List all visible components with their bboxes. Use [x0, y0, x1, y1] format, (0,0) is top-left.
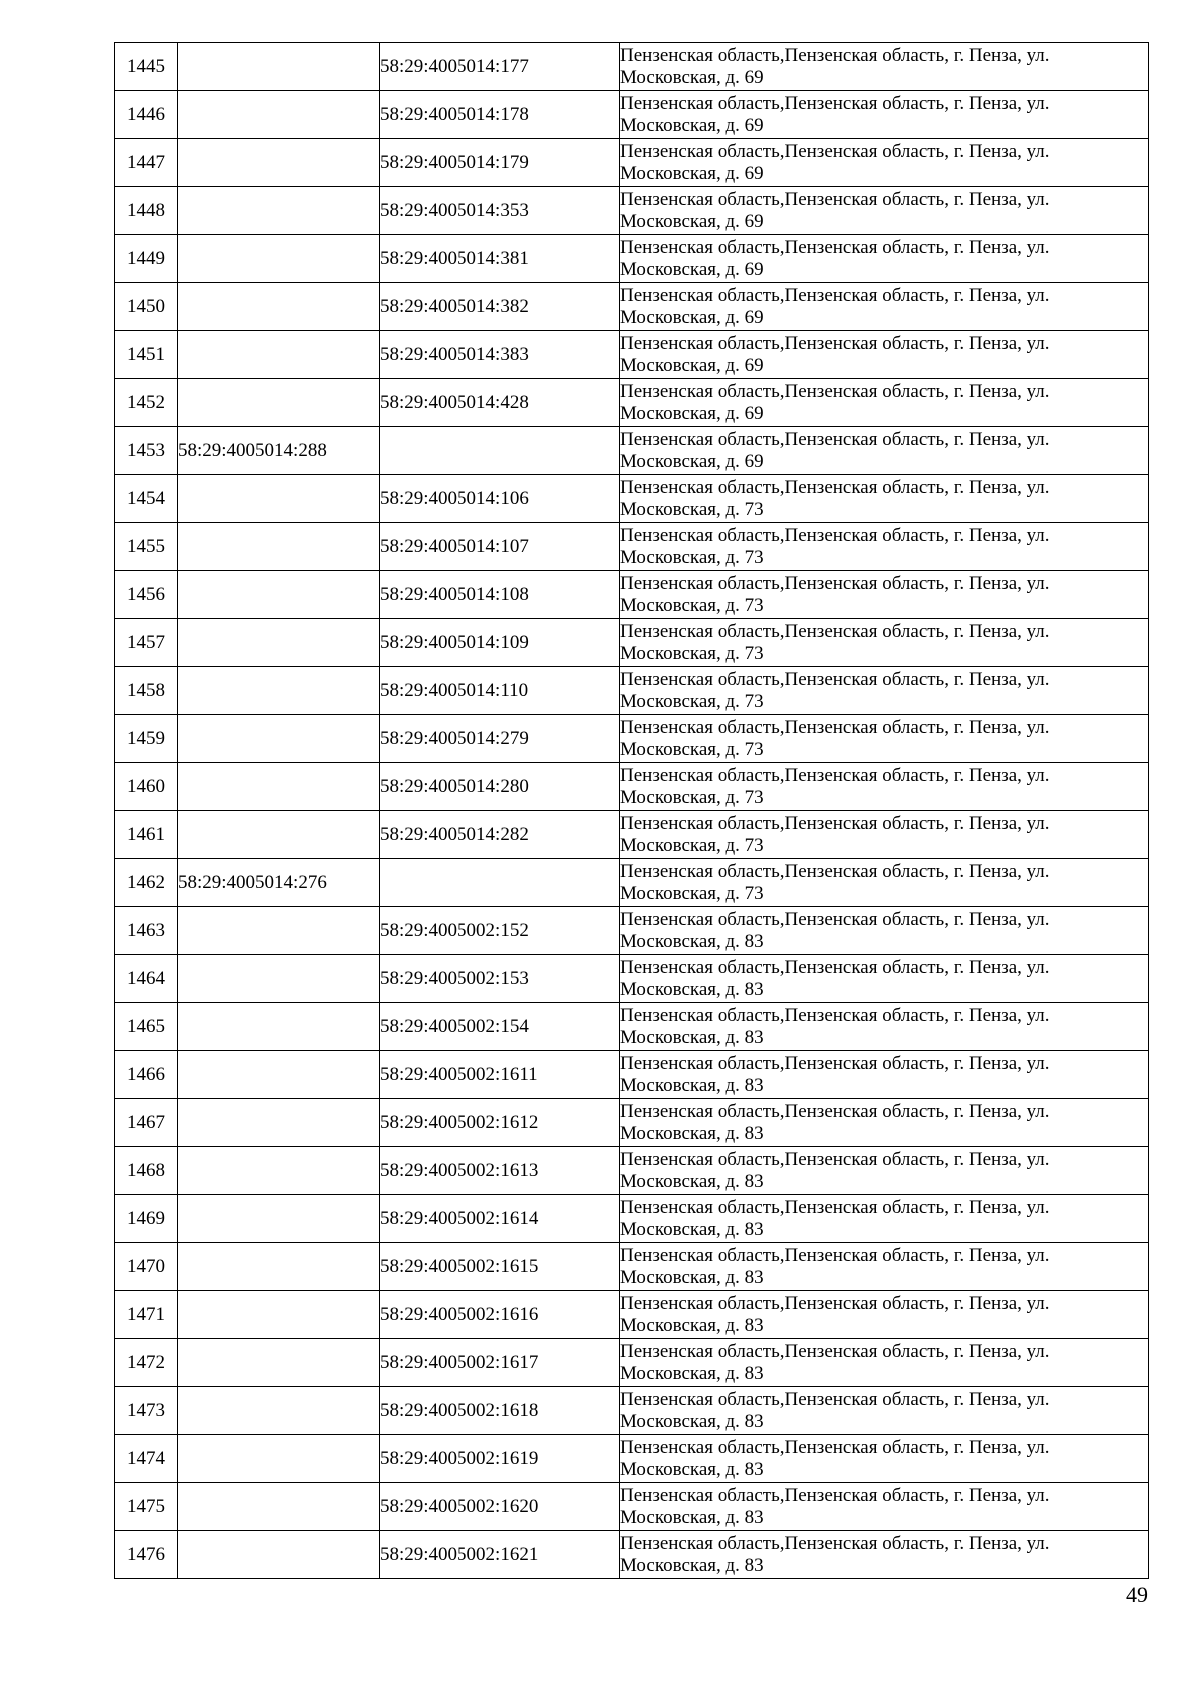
address-cell: Пензенская область,Пензенская область, г. Пенза, ул. Московская, д. 69 [620, 379, 1149, 427]
table-row [115, 379, 1149, 427]
table-row [115, 235, 1149, 283]
parent-cadastral-cell: 58:29:4005014:276 [178, 859, 380, 907]
cadastral-number-cell: 58:29:4005002:1620 [380, 1483, 620, 1531]
row-number-cell: 1460 [115, 763, 178, 811]
parent-cadastral-cell [178, 811, 380, 859]
parent-cadastral-cell [178, 379, 380, 427]
address-cell: Пензенская область,Пензенская область, г. Пенза, ул. Московская, д. 73 [620, 523, 1149, 571]
row-number-cell: 1447 [115, 139, 178, 187]
parent-cadastral-cell [178, 1243, 380, 1291]
registry-table-body [115, 43, 1149, 1579]
cadastral-number-cell: 58:29:4005002:1618 [380, 1387, 620, 1435]
address-cell: Пензенская область,Пензенская область, г. Пенза, ул. Московская, д. 83 [620, 1531, 1149, 1579]
table-row [115, 907, 1149, 955]
table-row [115, 1387, 1149, 1435]
address-cell: Пензенская область,Пензенская область, г. Пенза, ул. Московская, д. 83 [620, 1243, 1149, 1291]
row-number-cell: 1476 [115, 1531, 178, 1579]
table-row [115, 763, 1149, 811]
cadastral-number-cell: 58:29:4005014:179 [380, 139, 620, 187]
table-row [115, 187, 1149, 235]
cadastral-number-cell: 58:29:4005002:152 [380, 907, 620, 955]
cadastral-number-cell: 58:29:4005002:1619 [380, 1435, 620, 1483]
parent-cadastral-cell [178, 1483, 380, 1531]
parent-cadastral-cell [178, 1147, 380, 1195]
parent-cadastral-cell [178, 571, 380, 619]
table-row [115, 1483, 1149, 1531]
cadastral-number-cell: 58:29:4005014:282 [380, 811, 620, 859]
parent-cadastral-cell [178, 1339, 380, 1387]
parent-cadastral-cell [178, 235, 380, 283]
table-row [115, 427, 1149, 475]
cadastral-number-cell: 58:29:4005014:178 [380, 91, 620, 139]
row-number-cell: 1445 [115, 43, 178, 91]
page-number: 49 [1126, 1582, 1148, 1607]
cadastral-number-cell: 58:29:4005002:1615 [380, 1243, 620, 1291]
parent-cadastral-cell [178, 955, 380, 1003]
registry-table [114, 42, 1149, 1579]
cadastral-number-cell: 58:29:4005002:1611 [380, 1051, 620, 1099]
address-cell: Пензенская область,Пензенская область, г. Пенза, ул. Московская, д. 69 [620, 91, 1149, 139]
table-row [115, 1243, 1149, 1291]
parent-cadastral-cell [178, 763, 380, 811]
address-cell: Пензенская область,Пензенская область, г. Пенза, ул. Московская, д. 69 [620, 187, 1149, 235]
cadastral-number-cell: 58:29:4005014:106 [380, 475, 620, 523]
address-cell: Пензенская область,Пензенская область, г. Пенза, ул. Московская, д. 73 [620, 667, 1149, 715]
parent-cadastral-cell [178, 1531, 380, 1579]
table-row [115, 43, 1149, 91]
row-number-cell: 1448 [115, 187, 178, 235]
row-number-cell: 1463 [115, 907, 178, 955]
address-cell: Пензенская область,Пензенская область, г. Пенза, ул. Московская, д. 83 [620, 1003, 1149, 1051]
table-row [115, 1147, 1149, 1195]
table-row [115, 955, 1149, 1003]
address-cell: Пензенская область,Пензенская область, г. Пенза, ул. Московская, д. 73 [620, 475, 1149, 523]
address-cell: Пензенская область,Пензенская область, г. Пенза, ул. Московская, д. 83 [620, 1291, 1149, 1339]
row-number-cell: 1467 [115, 1099, 178, 1147]
table-row [115, 619, 1149, 667]
row-number-cell: 1465 [115, 1003, 178, 1051]
cadastral-number-cell: 58:29:4005002:1617 [380, 1339, 620, 1387]
address-cell: Пензенская область,Пензенская область, г. Пенза, ул. Московская, д. 69 [620, 43, 1149, 91]
table-row [115, 1051, 1149, 1099]
address-cell: Пензенская область,Пензенская область, г. Пенза, ул. Московская, д. 69 [620, 139, 1149, 187]
address-cell: Пензенская область,Пензенская область, г. Пенза, ул. Московская, д. 73 [620, 715, 1149, 763]
row-number-cell: 1472 [115, 1339, 178, 1387]
parent-cadastral-cell [178, 1387, 380, 1435]
parent-cadastral-cell [178, 1291, 380, 1339]
table-row [115, 1099, 1149, 1147]
cadastral-number-cell: 58:29:4005002:153 [380, 955, 620, 1003]
row-number-cell: 1474 [115, 1435, 178, 1483]
cadastral-number-cell: 58:29:4005002:1613 [380, 1147, 620, 1195]
parent-cadastral-cell [178, 907, 380, 955]
cadastral-number-cell: 58:29:4005014:279 [380, 715, 620, 763]
address-cell: Пензенская область,Пензенская область, г. Пенза, ул. Московская, д. 83 [620, 1195, 1149, 1243]
table-row [115, 667, 1149, 715]
row-number-cell: 1464 [115, 955, 178, 1003]
row-number-cell: 1471 [115, 1291, 178, 1339]
cadastral-number-cell: 58:29:4005002:1612 [380, 1099, 620, 1147]
row-number-cell: 1451 [115, 331, 178, 379]
parent-cadastral-cell [178, 139, 380, 187]
address-cell: Пензенская область,Пензенская область, г. Пенза, ул. Московская, д. 73 [620, 571, 1149, 619]
row-number-cell: 1456 [115, 571, 178, 619]
table-row [115, 283, 1149, 331]
table-row [115, 331, 1149, 379]
parent-cadastral-cell [178, 43, 380, 91]
address-cell: Пензенская область,Пензенская область, г. Пенза, ул. Московская, д. 73 [620, 859, 1149, 907]
parent-cadastral-cell [178, 331, 380, 379]
address-cell: Пензенская область,Пензенская область, г. Пенза, ул. Московская, д. 83 [620, 1339, 1149, 1387]
cadastral-number-cell [380, 859, 620, 907]
row-number-cell: 1469 [115, 1195, 178, 1243]
table-row [115, 1339, 1149, 1387]
address-cell: Пензенская область,Пензенская область, г. Пенза, ул. Московская, д. 69 [620, 283, 1149, 331]
address-cell: Пензенская область,Пензенская область, г. Пенза, ул. Московская, д. 73 [620, 811, 1149, 859]
table-row [115, 475, 1149, 523]
address-cell: Пензенская область,Пензенская область, г. Пенза, ул. Московская, д. 83 [620, 1483, 1149, 1531]
parent-cadastral-cell [178, 1099, 380, 1147]
parent-cadastral-cell [178, 1003, 380, 1051]
table-row [115, 811, 1149, 859]
parent-cadastral-cell [178, 715, 380, 763]
row-number-cell: 1455 [115, 523, 178, 571]
row-number-cell: 1466 [115, 1051, 178, 1099]
row-number-cell: 1473 [115, 1387, 178, 1435]
table-row [115, 1003, 1149, 1051]
cadastral-number-cell [380, 427, 620, 475]
cadastral-number-cell: 58:29:4005002:1621 [380, 1531, 620, 1579]
parent-cadastral-cell [178, 619, 380, 667]
parent-cadastral-cell [178, 667, 380, 715]
cadastral-number-cell: 58:29:4005014:177 [380, 43, 620, 91]
row-number-cell: 1449 [115, 235, 178, 283]
parent-cadastral-cell: 58:29:4005014:288 [178, 427, 380, 475]
row-number-cell: 1475 [115, 1483, 178, 1531]
cadastral-number-cell: 58:29:4005014:107 [380, 523, 620, 571]
address-cell: Пензенская область,Пензенская область, г. Пенза, ул. Московская, д. 73 [620, 619, 1149, 667]
row-number-cell: 1468 [115, 1147, 178, 1195]
row-number-cell: 1459 [115, 715, 178, 763]
cadastral-number-cell: 58:29:4005014:428 [380, 379, 620, 427]
address-cell: Пензенская область,Пензенская область, г. Пенза, ул. Московская, д. 83 [620, 1051, 1149, 1099]
parent-cadastral-cell [178, 187, 380, 235]
parent-cadastral-cell [178, 475, 380, 523]
address-cell: Пензенская область,Пензенская область, г. Пенза, ул. Московская, д. 69 [620, 235, 1149, 283]
table-row [115, 859, 1149, 907]
parent-cadastral-cell [178, 523, 380, 571]
parent-cadastral-cell [178, 91, 380, 139]
cadastral-number-cell: 58:29:4005014:381 [380, 235, 620, 283]
address-cell: Пензенская область,Пензенская область, г. Пенза, ул. Московская, д. 83 [620, 955, 1149, 1003]
address-cell: Пензенская область,Пензенская область, г. Пенза, ул. Московская, д. 69 [620, 331, 1149, 379]
cadastral-number-cell: 58:29:4005002:1616 [380, 1291, 620, 1339]
address-cell: Пензенская область,Пензенская область, г. Пенза, ул. Московская, д. 83 [620, 1435, 1149, 1483]
row-number-cell: 1461 [115, 811, 178, 859]
table-row [115, 571, 1149, 619]
row-number-cell: 1462 [115, 859, 178, 907]
table-row [115, 1195, 1149, 1243]
cadastral-number-cell: 58:29:4005014:382 [380, 283, 620, 331]
row-number-cell: 1457 [115, 619, 178, 667]
table-row [115, 715, 1149, 763]
row-number-cell: 1453 [115, 427, 178, 475]
cadastral-number-cell: 58:29:4005014:109 [380, 619, 620, 667]
address-cell: Пензенская область,Пензенская область, г. Пенза, ул. Московская, д. 73 [620, 763, 1149, 811]
cadastral-number-cell: 58:29:4005014:110 [380, 667, 620, 715]
parent-cadastral-cell [178, 283, 380, 331]
table-row [115, 1435, 1149, 1483]
table-row [115, 1531, 1149, 1579]
address-cell: Пензенская область,Пензенская область, г. Пенза, ул. Московская, д. 83 [620, 1387, 1149, 1435]
cadastral-number-cell: 58:29:4005002:1614 [380, 1195, 620, 1243]
address-cell: Пензенская область,Пензенская область, г. Пенза, ул. Московская, д. 83 [620, 1099, 1149, 1147]
row-number-cell: 1446 [115, 91, 178, 139]
row-number-cell: 1452 [115, 379, 178, 427]
row-number-cell: 1470 [115, 1243, 178, 1291]
cadastral-number-cell: 58:29:4005014:108 [380, 571, 620, 619]
row-number-cell: 1450 [115, 283, 178, 331]
table-row [115, 91, 1149, 139]
parent-cadastral-cell [178, 1435, 380, 1483]
table-row [115, 1291, 1149, 1339]
row-number-cell: 1458 [115, 667, 178, 715]
row-number-cell: 1454 [115, 475, 178, 523]
cadastral-number-cell: 58:29:4005014:353 [380, 187, 620, 235]
table-row [115, 523, 1149, 571]
parent-cadastral-cell [178, 1195, 380, 1243]
cadastral-number-cell: 58:29:4005014:280 [380, 763, 620, 811]
address-cell: Пензенская область,Пензенская область, г. Пенза, ул. Московская, д. 83 [620, 907, 1149, 955]
parent-cadastral-cell [178, 1051, 380, 1099]
table-row [115, 139, 1149, 187]
address-cell: Пензенская область,Пензенская область, г. Пенза, ул. Московская, д. 69 [620, 427, 1149, 475]
cadastral-number-cell: 58:29:4005014:383 [380, 331, 620, 379]
address-cell: Пензенская область,Пензенская область, г. Пенза, ул. Московская, д. 83 [620, 1147, 1149, 1195]
cadastral-number-cell: 58:29:4005002:154 [380, 1003, 620, 1051]
